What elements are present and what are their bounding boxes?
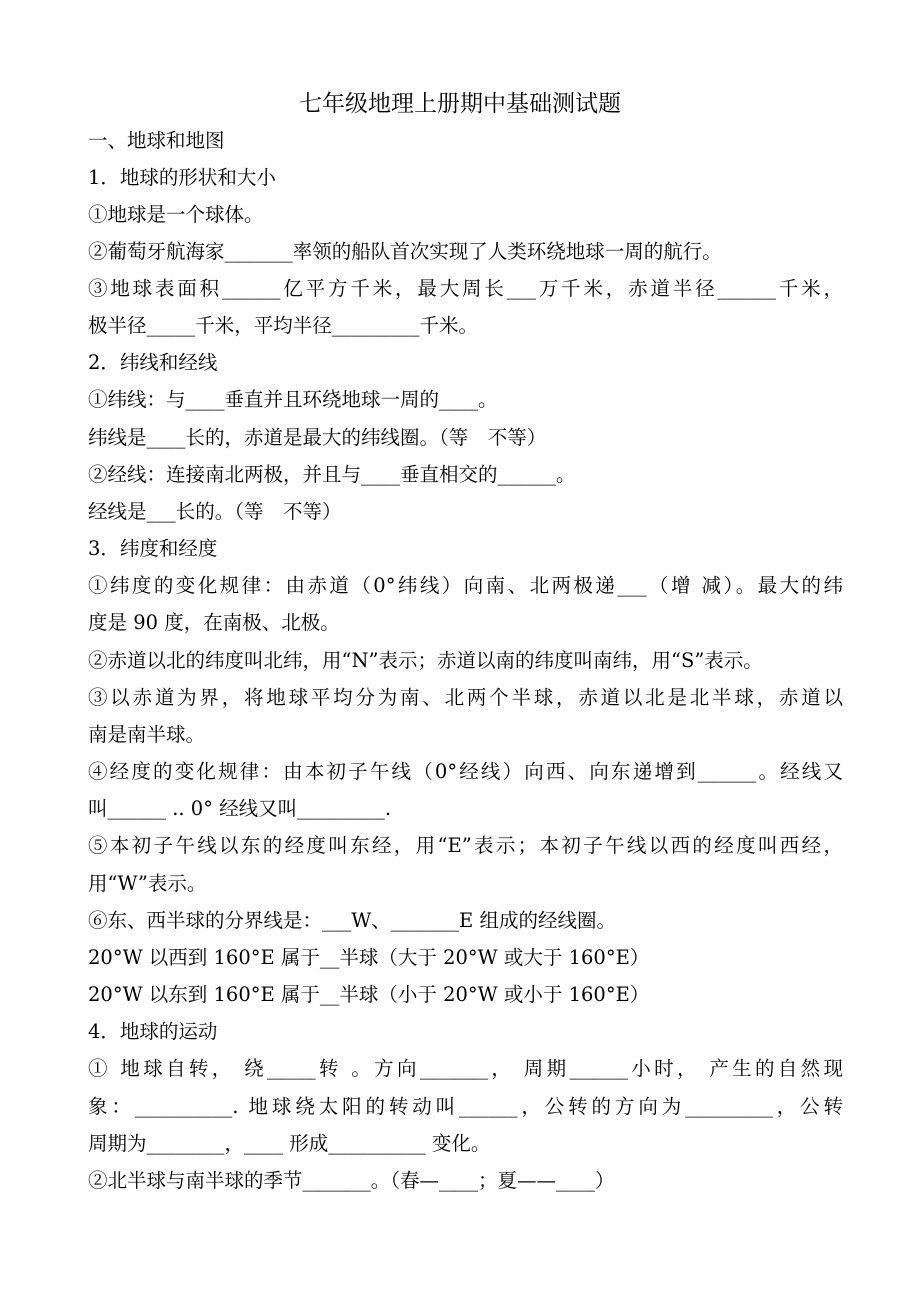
subsection-heading: 3．纬度和经度 (88, 537, 218, 560)
text-line: ②经线：连接南北两极，并且与____垂直相交的______。 (88, 463, 576, 486)
text-line: ①纬度的变化规律：由赤道（0°纬线）向南、北两极递___（增 减）。最大的纬 (88, 574, 843, 597)
section-heading: 一、地球和地图 (88, 129, 225, 152)
text-line: 20°W 以东到 160°E 属于__半球（小于 20°W 或小于 160°E） (88, 983, 650, 1006)
text-line: ①纬线：与____垂直并且环绕地球一周的____。 (88, 388, 498, 411)
text-line: ②北半球与南半球的季节_______。（春—____；夏——____） (88, 1169, 615, 1192)
text-line: 用“W”表示。 (88, 872, 207, 895)
page-title: 七年级地理上册期中基础测试题 (299, 91, 621, 117)
text-line: 经线是___长的。（等 不等） (88, 500, 342, 523)
text-line: ②葡萄牙航海家_______率领的船队首次实现了人类环绕地球一周的航行。 (88, 240, 722, 263)
text-line: 象：__________. 地球绕太阳的转动叫______，公转的方向为_________，公转 (88, 1095, 843, 1118)
text-line: 南是南半球。 (88, 723, 206, 746)
subsection-heading: 4．地球的运动 (88, 1020, 218, 1043)
text-line: 20°W 以西到 160°E 属于__半球（大于 20°W 或大于 160°E） (88, 946, 650, 969)
text-line: ②赤道以北的纬度叫北纬，用“N”表示；赤道以南的纬度叫南纬，用“S”表示。 (88, 649, 763, 672)
subsection-heading: 1．地球的形状和大小 (88, 166, 276, 189)
text-line: ①地球是一个球体。 (88, 203, 264, 226)
text-line: ① 地球自转， 绕_____转 。方向_______， 周期______小时， 产生的自然现 (88, 1057, 843, 1080)
text-line: ⑤本初子午线以东的经度叫东经，用“E”表示；本初子午线以西的经度叫西经， (88, 834, 843, 857)
text-line: 度是 90 度，在南极、北极。 (88, 611, 340, 634)
text-line: ③以赤道为界，将地球平均分为南、北两个半球，赤道以北是北半球，赤道以 (88, 686, 843, 709)
text-line: ⑥东、西半球的分界线是：___W、_______E 组成的经线圈。 (88, 909, 616, 932)
text-line: 周期为________，____ 形成__________ 变化。 (88, 1132, 491, 1155)
subsection-heading: 2．纬线和经线 (88, 351, 218, 374)
text-line: ③地球表面积______亿平方千米，最大周长___万千米，赤道半径______千米， (88, 277, 843, 300)
text-line: 纬线是____长的，赤道是最大的纬线圈。（等 不等） (88, 426, 547, 449)
text-line: 极半径_____千米，平均半径_________千米。 (88, 314, 479, 337)
text-line: ④经度的变化规律：由本初子午线（0°经线）向西、向东递增到______。经线又 (88, 760, 843, 783)
text-line: 叫______ .. 0° 经线又叫_________. (88, 797, 392, 820)
